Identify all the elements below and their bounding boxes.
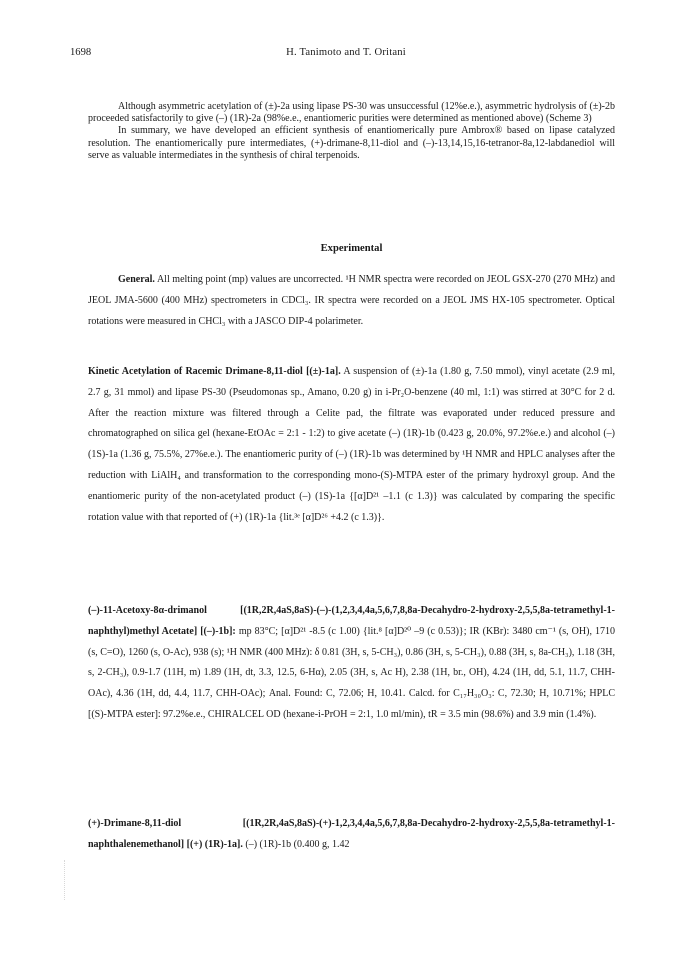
drimane-title: (+)-Drimane-8,11-diol [(1R,2R,4aS,8aS)-(+)-1,2,3,4,4a,5,6,7,8,8a-Decahydro-2-hydroxy-2,5,5,8a-tetramethyl-1-naphthalenemethanol] [(+) (1R)-1a].	[88, 818, 615, 850]
acetoxy-title: (–)-11-Acetoxy-8α-drimanol [(1R,2R,4aS,8aS)-(–)-(1,2,3,4,4a,5,6,7,8,8a-Decahydro-2-hydroxy-2,5,5,8a-tetramethyl-1-naphthyl)methyl Acetate] [(–)-1b]:	[88, 605, 615, 637]
acetoxy-body: mp 83°C; [α]D²¹ -8.5 (c 1.00) {lit.⁸ [α]D²⁰ –9 (c 0.53)}; IR (KBr): 3480 cm⁻¹ (s, OH), 1710 (s, C=O), 1260 (s, O-Ac), 938 (s); ¹H NMR (400 MHz): δ 0.81 (3H, s, 5-CH₃), 0.86 (3H, s, 5-CH₃), 0.88 (3H, s, 8a-CH₃), 1.18 (3H, s, 2-CH₃), 0.9-1.7 (11H, m) 1.89 (1H, dt, 3.3, 12.5, 6-Hα), 2.05 (3H, s, Ac H), 2.38 (1H, br., OH), 4.24 (1H, dd, 5.1, 11.7, CHH-OAc), 4.36 (1H, dd, 4.4, 11.7, CHH-OAc); Anal. Found: C, 72.06; H, 10.41. Calcd. for C₁₇H₃₀O₃: C, 72.30; H, 10.71%; HPLC [(S)-MTPA ester]: 97.2%e.e., CHIRALCEL OD (hexane-i-PrOH = 2:1, 1.0 ml/min), tR = 3.5 min (98.6%) and 3.9 min (1.4%).	[88, 625, 616, 720]
general-title: General.	[118, 274, 155, 285]
kinetic-paragraph	[88, 362, 615, 528]
kinetic-body: A suspension of (±)-1a (1.80 g, 7.50 mmol), vinyl acetate (2.9 ml, 2.7 g, 31 mmol) and lipase PS-30 (Pseudomonas sp., Amano, 0.20 g) in i-Pr₂O-benzene (40 ml, 1:1) was stirred at 30°C for 2 d. After the reaction mixture was filtered through a Celite pad, the filtrate was evaporated under reduced pressure and chromatographed on silica gel (hexane-EtOAc = 2:1 - 1:2) to give acetate (–) (1R)-1b (0.423 g, 20.0%, 97.2%e.e.) and alcohol (–) (1S)-1a (1.36 g, 75.5%, 27%e.e.). The enantiomeric purity of (–) (1R)-1b was determined by ¹H NMR and HPLC analyses after the reduction with LiAlH₄ and transformation to the corresponding mono-(S)-MTPA ester of the primary hydroxyl group. And the enantiomeric purity of the non-acetylated product (–) (1S)-1a {[α]D²¹ –1.1 (c 1.3)} was calculated by comparing the specific rotation value with that reported of (+) (1R)-1a {lit.³ᵉ [α]D²⁶ +4.2 (c 1.3)}.	[88, 366, 615, 523]
drimane-body: (–) (1R)-1b (0.400 g, 1.42	[245, 838, 350, 850]
intro-paragraph-1: Although asymmetric acetylation of (±)-2a using lipase PS-30 was unsuccessful (12%e.e.), asymmetric hydrolysis of (±)-2b proceeded satisfactorily to give (–) (1R)-2a (98%e.e., enantiomeric purities were determined as mentioned above) (Scheme 3)	[88, 101, 615, 125]
running-header	[0, 47, 692, 63]
intro-section	[88, 101, 615, 162]
page-number: 1698	[70, 47, 92, 58]
general-paragraph	[88, 270, 615, 332]
page-edge-mark	[64, 860, 67, 900]
drimane-paragraph	[88, 814, 615, 856]
acetoxy-paragraph	[88, 601, 615, 726]
general-body: All melting point (mp) values are uncorrected. ¹H NMR spectra were recorded on JEOL GSX-270 (270 MHz) and JEOL JMA-5600 (400 MHz) spectrometers in CDCl₃. IR spectra were recorded on a JEOL JMS HX-105 spectrometer. Optical rotations were measured in CHCl₃ with a JASCO DIP-4 polarimeter.	[88, 274, 615, 327]
section-heading: Experimental	[320, 243, 383, 254]
running-head-authors: H. Tanimoto and T. Oritani	[286, 47, 406, 58]
kinetic-title: Kinetic Acetylation of Racemic Drimane-8,11-diol [(±)-1a].	[88, 366, 341, 377]
intro-paragraph-2: In summary, we have developed an efficient synthesis of enantiomerically pure Ambrox® based on lipase catalyzed resolution. The enantiomerically pure intermediates, (+)-drimane-8,11-diol and (–)-13,14,15,16-tetranor-8a,12-labdanediol will serve as valuable intermediates in the synthesis of chiral terpenoids.	[88, 125, 615, 161]
